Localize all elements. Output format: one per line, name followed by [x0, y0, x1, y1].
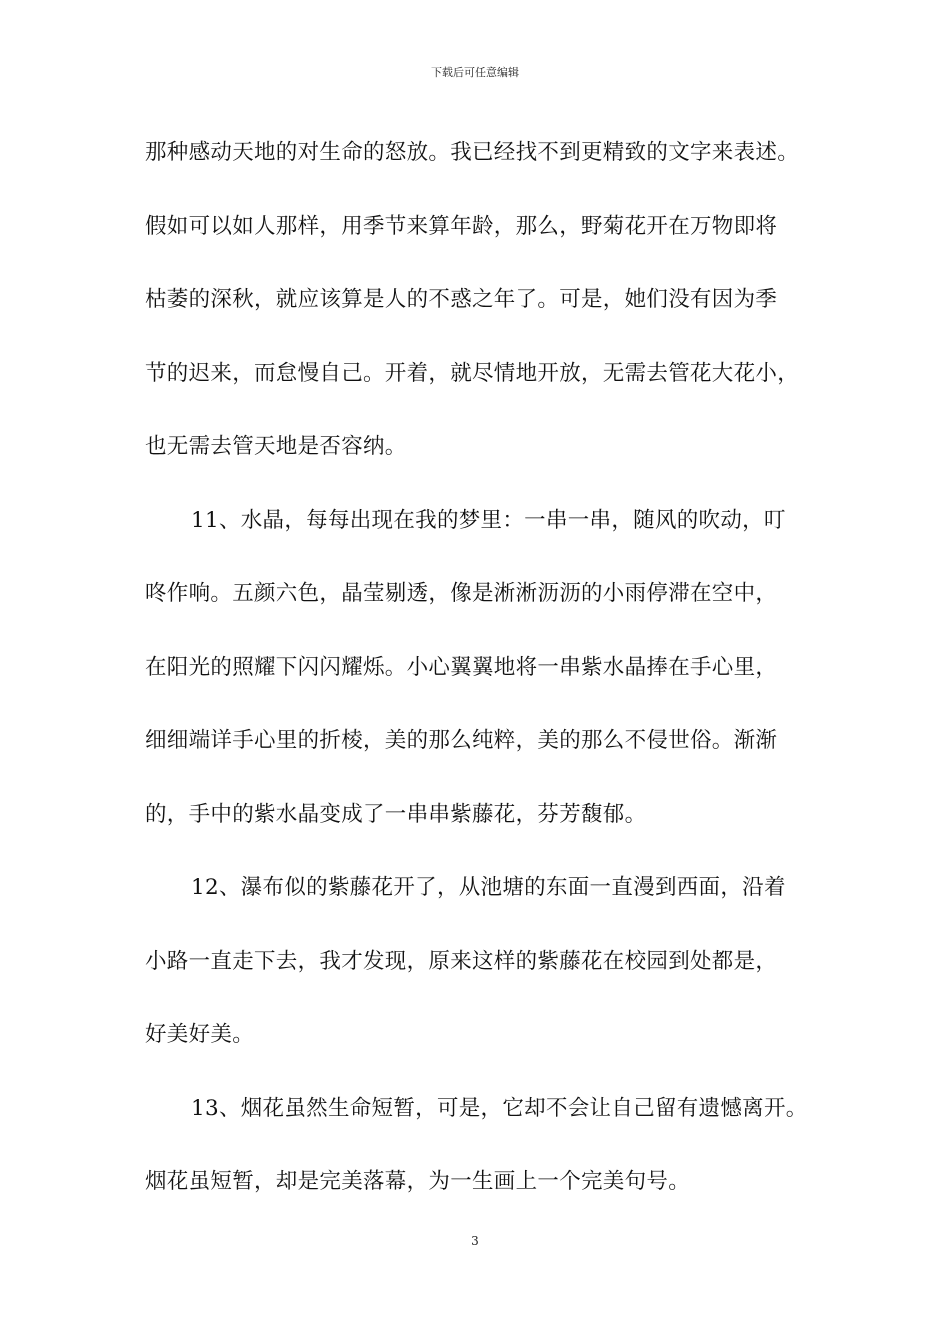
text-line: 节的迟来，而怠慢自己。开着，就尽情地开放，无需去管花大花小， — [145, 360, 800, 386]
document-body — [145, 130, 835, 1233]
paragraph-start-line: 11、水晶，每每出现在我的梦里：一串一串，随风的吹动，叮 — [191, 507, 786, 533]
text-line: 咚作响。五颜六色，晶莹剔透，像是淅淅沥沥的小雨停滞在空中， — [145, 581, 778, 606]
text-line: 的，手中的紫水晶变成了一串串紫藤花，芬芳馥郁。 — [145, 801, 647, 827]
text-line: 细细端详手心里的折棱，美的那么纯粹，美的那么不侵世俗。渐渐 — [145, 728, 778, 753]
paragraph-start-line: 13、烟花虽然生命短暂，可是，它却不会让自己留有遗憾离开。 — [191, 1095, 808, 1121]
text-line: 在阳光的照耀下闪闪耀烁。小心翼翼地将一串紫水晶捧在手心里， — [145, 654, 778, 680]
text-line: 假如可以如人那样，用季节来算年龄，那么，野菊花开在万物即将 — [145, 213, 778, 239]
text-line: 小路一直走下去，我才发现，原来这样的紫藤花在校园到处都是， — [145, 948, 778, 974]
text-line: 烟花虽短暂，却是完美落幕，为一生画上一个完美句号。 — [145, 1169, 691, 1194]
text-line: 好美好美。 — [145, 1022, 255, 1047]
text-line: 枯萎的深秋，就应该算是人的不惑之年了。可是，她们没有因为季 — [145, 287, 778, 312]
text-line: 也无需去管天地是否容纳。 — [145, 434, 407, 459]
paragraph-start-line: 12、瀑布似的紫藤花开了，从池塘的东面一直漫到西面，沿着 — [191, 875, 786, 900]
page-header: 下载后可任意编辑 — [431, 66, 519, 79]
text-line: 那种感动天地的对生命的怒放。我已经找不到更精致的文字来表述。 — [145, 140, 800, 165]
page-number: 3 — [471, 1234, 479, 1248]
